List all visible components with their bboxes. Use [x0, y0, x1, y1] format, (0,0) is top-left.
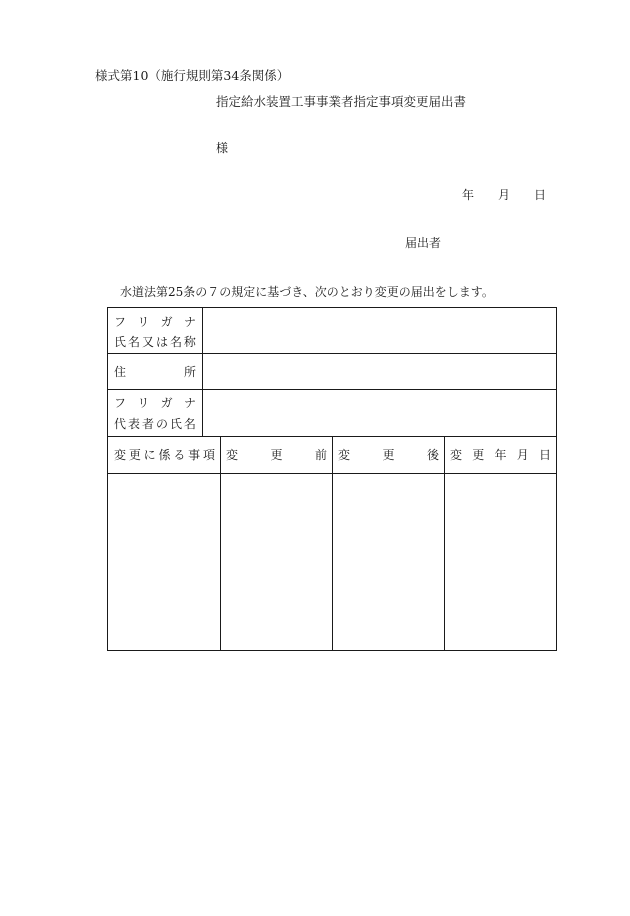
date-month-label: 月: [498, 188, 511, 202]
col-header-before-change: 変 更 前: [226, 448, 327, 462]
date-line: [462, 186, 546, 203]
change-item-cell[interactable]: [109, 475, 219, 650]
column-divider: [202, 307, 203, 437]
row1-furigana-label: フ リ ガ ナ: [114, 315, 196, 329]
before-change-cell[interactable]: [222, 475, 331, 650]
row3-representative-label: 代 表 者 の 氏 名: [114, 417, 196, 431]
document-title: 指定給水装置工事事業者指定事項変更届出書: [216, 94, 467, 109]
column-divider: [332, 436, 333, 651]
date-year-label: 年: [462, 188, 475, 202]
column-divider: [220, 436, 221, 651]
intro-text: 水道法第25条の７の規定に基づき、次のとおり変更の届出をします。: [120, 285, 494, 299]
row3-representative-value[interactable]: [204, 391, 556, 435]
col-header-change-date: 変 更 年 月 日: [450, 448, 551, 462]
change-date-cell[interactable]: [446, 475, 556, 650]
col-header-change-item: 変 更 に 係 る 事 項: [114, 448, 215, 462]
row1-name-label: 氏 名 又 は 名 称: [114, 335, 196, 349]
applicant-label: 届出者: [405, 236, 442, 250]
row-divider: [108, 389, 557, 390]
after-change-cell[interactable]: [334, 475, 443, 650]
row1-name-value[interactable]: [204, 309, 556, 352]
form-number: 様式第10（施行規則第34条関係）: [95, 68, 290, 83]
col-header-after-change: 変 更 後: [338, 448, 439, 462]
addressee-suffix: 様: [216, 141, 229, 155]
row2-address-label: 住 所: [114, 365, 196, 379]
row2-address-value[interactable]: [204, 355, 556, 388]
column-divider: [444, 436, 445, 651]
date-day-label: 日: [534, 188, 547, 202]
row-divider: [108, 353, 557, 354]
row3-furigana-label: フ リ ガ ナ: [114, 396, 196, 410]
